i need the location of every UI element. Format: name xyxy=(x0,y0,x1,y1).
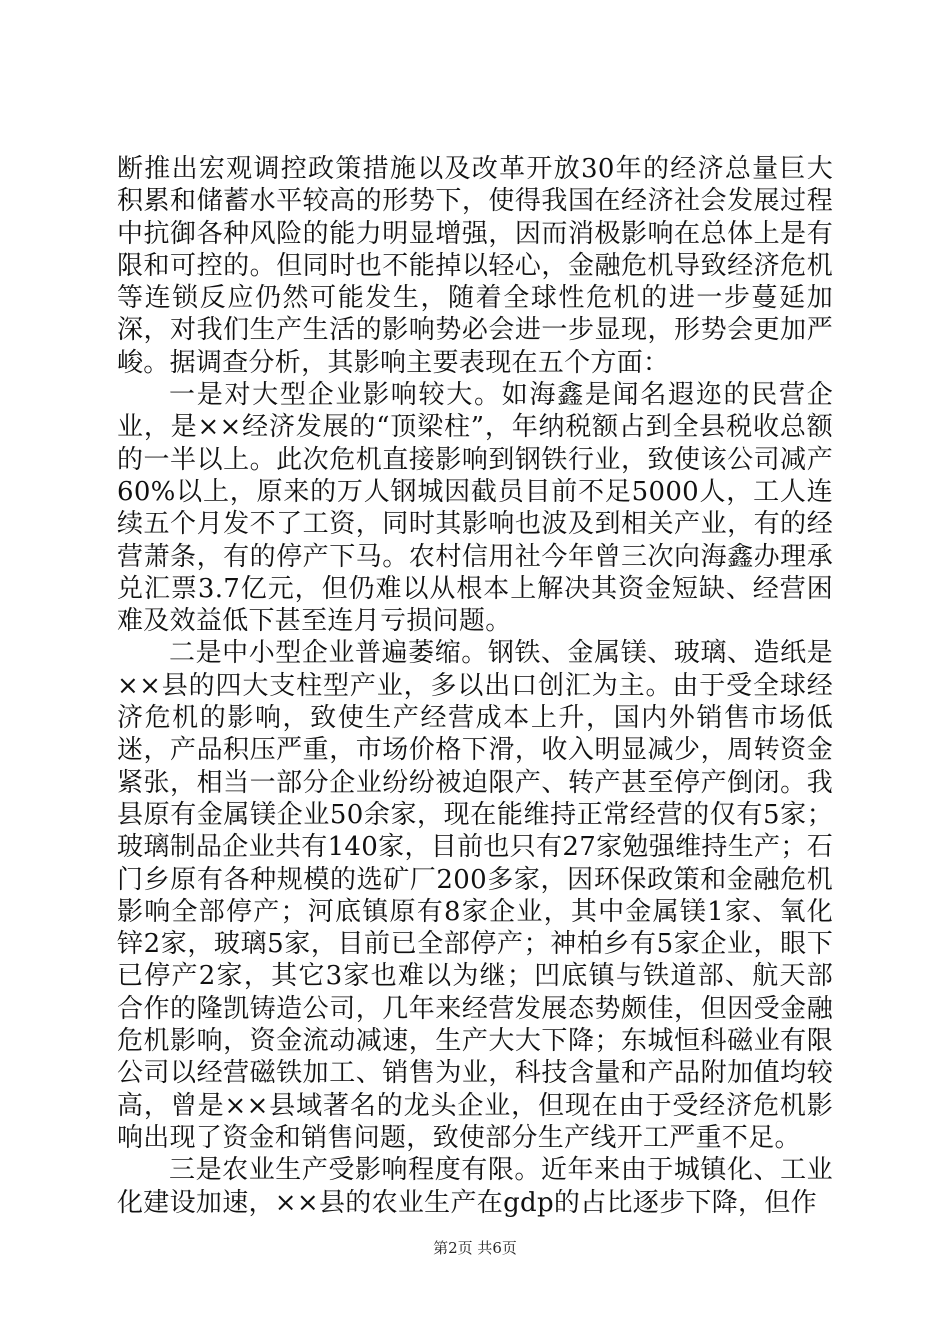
paragraph-small-medium-enterprises: 二是中小型企业普遍萎缩。钢铁、金属镁、玻璃、造纸是××县的四大支柱型产业，多以出口创汇为主。由于受全球经济危机的影响，致使生产经营成本上升，国内外销售市场低迷，产品积压严重，市场价格下滑，收入明显减少，周转资金紧张，相当一部分企业纷纷被迫限产、转产甚至停产倒闭。我县原有金属镁企业50余家，现在能维持正常经营的仅有5家；玻璃制品企业共有140家，目前也只有27家勉强维持生产；石门乡原有各种规模的选矿厂200多家，因环保政策和金融危机影响全部停产；河底镇原有8家企业，其中金属镁1家、氧化锌2家，玻璃5家，目前已全部停产；神柏乡有5家企业，眼下已停产2家，其它3家也难以为继；凹底镇与铁道部、航天部合作的隆凯铸造公司，几年来经营发展态势颇佳，但因受金融危机影响，资金流动减速，生产大大下降；东城恒科磁业有限公司以经营磁铁加工、销售为业，科技含量和产品附加值均较高，曾是××县域著名的龙头企业，但现在由于受经济危机影响出现了资金和销售问题，致使部分生产线开工严重不足。 xyxy=(117,638,833,1153)
paragraph-continued: 断推出宏观调控政策措施以及改革开放30年的经济总量巨大积累和储蓄水平较高的形势下，使得我国在经济社会发展过程中抗御各种风险的能力明显增强，因而消极影响在总体上是有限和可控的。但同时也不能掉以轻心，金融危机导致经济危机等连锁反应仍然可能发生，随着全球性危机的进一步蔓延加深，对我们生产生活的影响势必会进一步显现，形势会更加严峻。据调查分析，其影响主要表现在五个方面： xyxy=(117,154,833,378)
paragraph-large-enterprises: 一是对大型企业影响较大。如海鑫是闻名遐迩的民营企业，是××经济发展的“顶梁柱”，年纳税额占到全县税收总额的一半以上。此次危机直接影响到钢铁行业，致使该公司减产60%以上，原来的万人钢城因截员目前不足5000人，工人连续五个月发不了工资，同时其影响也波及到相关产业，有的经营萧条，有的停产下马。农村信用社今年曾三次向海鑫办理承兑汇票3.7亿元，但仍难以从根本上解决其资金短缺、经营困难及效益低下甚至连月亏损问题。 xyxy=(117,380,833,637)
page-number-footer: 第2页 共6页 xyxy=(433,1239,517,1257)
paragraph-agriculture: 三是农业生产受影响程度有限。近年来由于城镇化、工业化建设加速，××县的农业生产在gdp的占比逐步下降，但作 xyxy=(117,1155,833,1218)
document-body xyxy=(117,153,833,1219)
